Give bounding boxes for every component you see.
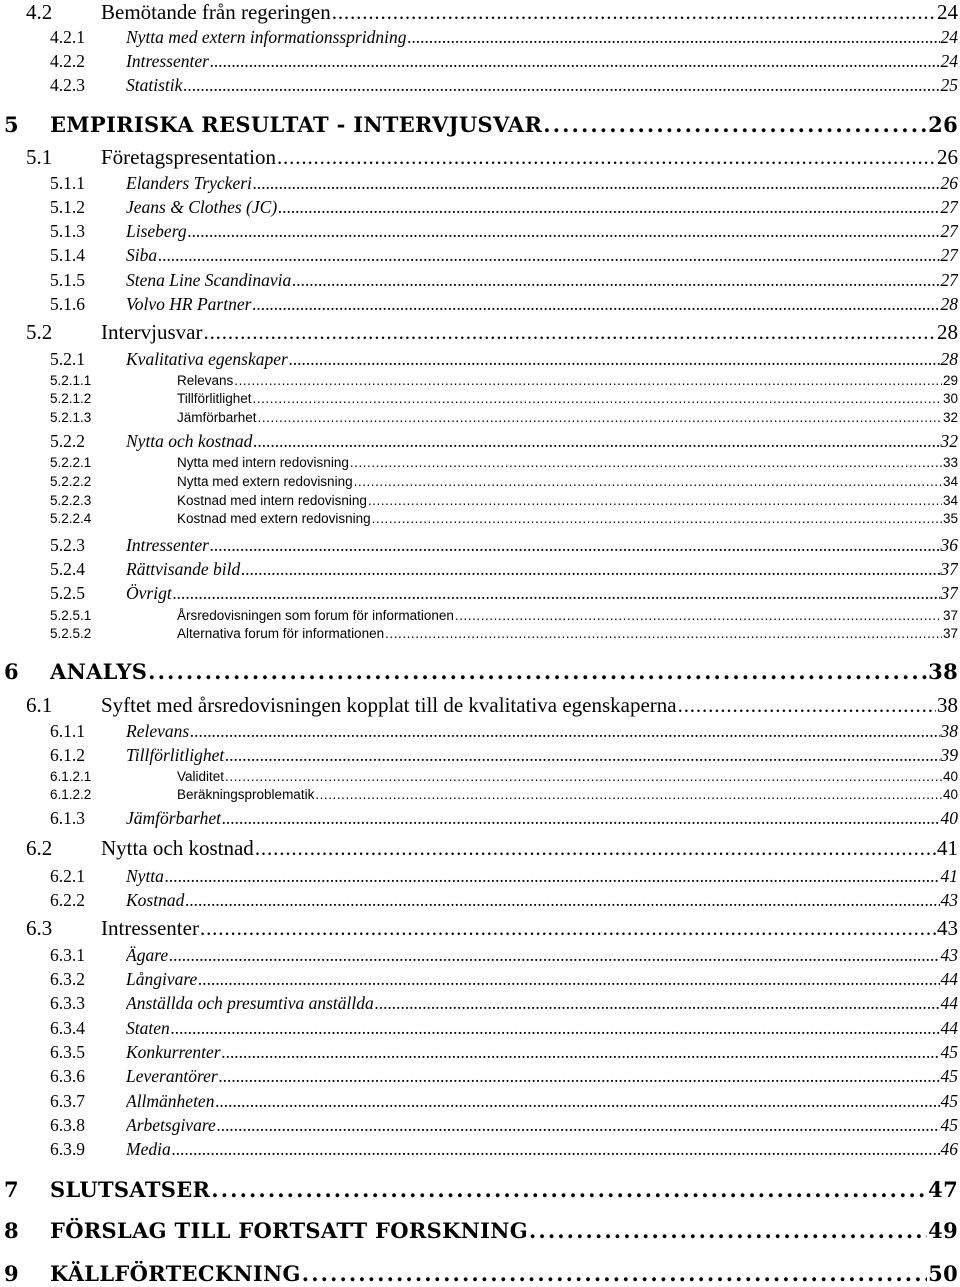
toc-entry[interactable] <box>0 745 960 767</box>
toc-entry-title: Kostnad med extern redovisning <box>177 511 371 526</box>
dot-leader <box>253 431 939 452</box>
toc-entry-page-number: 45 <box>940 1042 958 1062</box>
dot-leader <box>183 75 939 96</box>
toc-entry-number: 5.1.4 <box>50 245 85 265</box>
toc-entry-page-number: 32 <box>942 410 958 425</box>
toc-entry[interactable] <box>0 112 960 138</box>
toc-entry-page-number: 44 <box>940 1018 958 1038</box>
toc-entry[interactable] <box>0 808 960 830</box>
toc-entry-page-number: 38 <box>937 693 958 717</box>
toc-entry-number: 4.2.1 <box>50 27 85 47</box>
toc-entry-page-number: 37 <box>942 608 958 623</box>
toc-entry-page-number: 35 <box>942 511 958 526</box>
toc-entry[interactable] <box>0 145 960 171</box>
toc-entry-title: SLUTSATSER <box>50 1177 211 1202</box>
toc-entry-number: 6.3.8 <box>50 1115 85 1135</box>
toc-entry-page-number: 34 <box>942 493 958 508</box>
toc-entry-title: Elanders Tryckeri <box>126 173 252 193</box>
toc-entry-title: Jeans & Clothes (JC) <box>126 197 278 217</box>
toc-entry-title: Arbetsgivare <box>126 1115 216 1135</box>
toc-entry-title: Nytta och kostnad <box>101 836 254 860</box>
dot-leader <box>173 583 940 604</box>
toc-entry-title: KÄLLFÖRTECKNING <box>50 1261 301 1286</box>
toc-entry-number: 5.2.1.3 <box>50 410 92 425</box>
toc-entry[interactable] <box>0 1018 960 1040</box>
dot-leader <box>172 1139 940 1160</box>
toc-entry-number: 5.2.1.2 <box>50 391 92 406</box>
toc-entry-page-number: 40 <box>940 808 958 828</box>
toc-entry[interactable] <box>0 769 960 786</box>
toc-entry-page-number: 38 <box>940 721 958 741</box>
toc-entry-page-number: 26 <box>940 173 958 193</box>
toc-entry-number: 9 <box>4 1261 19 1286</box>
dot-leader <box>198 969 939 990</box>
toc-entry-title: Nytta med intern redovisning <box>177 455 349 470</box>
toc-entry-number: 6.3.2 <box>50 969 85 989</box>
toc-entry-title: Relevans <box>177 373 234 388</box>
toc-entry-number: 6.1.2 <box>50 745 85 765</box>
toc-entry-number: 5.2.4 <box>50 559 85 579</box>
toc-entry[interactable] <box>0 659 960 685</box>
toc-entry[interactable] <box>0 474 960 491</box>
toc-entry[interactable] <box>0 391 960 408</box>
toc-entry-number: 5.2.5.1 <box>50 608 92 623</box>
toc-entry-title: Jämförbarhet <box>177 410 257 425</box>
toc-entry[interactable] <box>0 787 960 804</box>
toc-entry[interactable] <box>0 1091 960 1113</box>
toc-entry-title: Rättvisande bild <box>126 559 241 579</box>
toc-entry-page-number: 27 <box>940 245 958 265</box>
toc-entry-page-number: 44 <box>940 969 958 989</box>
dot-leader <box>217 1115 940 1136</box>
toc-entry[interactable] <box>0 51 960 73</box>
toc-entry-page-number: 32 <box>940 431 958 451</box>
toc-entry-page-number: 46 <box>940 1139 958 1159</box>
toc-entry-title: Allmänheten <box>126 1091 215 1111</box>
toc-entry-number: 5.2.2 <box>50 431 85 451</box>
toc-entry-title: Statistik <box>126 75 183 95</box>
toc-entry-number: 5.2.2.3 <box>50 493 92 508</box>
dot-leader <box>678 693 936 718</box>
toc-entry-number: 5.1 <box>26 145 53 169</box>
toc-entry-page-number: 39 <box>940 745 958 765</box>
toc-entry-number: 5.2.1 <box>50 349 85 369</box>
toc-entry-page-number: 25 <box>940 75 958 95</box>
toc-entry-title: Liseberg <box>126 221 187 241</box>
toc-entry-page-number: 37 <box>940 559 958 579</box>
toc-entry[interactable] <box>0 559 960 581</box>
toc-entry[interactable] <box>0 373 960 390</box>
toc-entry-number: 5.1.2 <box>50 197 85 217</box>
toc-entry-page-number: 24 <box>937 0 958 24</box>
toc-entry-page-number: 26 <box>928 112 958 137</box>
toc-entry-title: Kostnad <box>126 890 185 910</box>
toc-entry-page-number: 40 <box>942 769 958 784</box>
toc-entry-title: Beräkningsproblematik <box>177 787 315 802</box>
toc-entry-title: Intressenter <box>126 51 209 71</box>
toc-entry-page-number: 34 <box>942 474 958 489</box>
toc-entry-title: Jämförbarhet <box>126 808 221 828</box>
toc-entry-number: 4.2 <box>26 0 53 24</box>
toc-entry-page-number: 27 <box>940 270 958 290</box>
toc-entry-number: 6.1.2.1 <box>50 769 92 784</box>
dot-leader <box>215 1091 939 1112</box>
toc-entry-number: 8 <box>4 1218 19 1243</box>
toc-entry-title: Nytta med extern informationsspridning <box>126 27 407 47</box>
dot-leader <box>289 349 940 370</box>
toc-entry-title: Nytta <box>126 866 164 886</box>
toc-entry-number: 5.2.5.2 <box>50 626 92 641</box>
dot-leader <box>190 721 939 742</box>
toc-entry-number: 6.2.1 <box>50 866 85 886</box>
toc-entry[interactable] <box>0 221 960 243</box>
toc-entry-title: Leverantörer <box>126 1066 218 1086</box>
dot-leader <box>225 745 939 766</box>
toc-entry-title: Tillförlitlighet <box>126 745 225 765</box>
toc-entry-page-number: 44 <box>940 993 958 1013</box>
toc-entry-title: Volvo HR Partner <box>126 294 252 314</box>
dot-leader <box>210 535 940 556</box>
toc-entry[interactable] <box>0 75 960 97</box>
toc-entry[interactable] <box>0 583 960 605</box>
toc-entry-page-number: 28 <box>940 294 958 314</box>
toc-entry[interactable] <box>0 993 960 1015</box>
toc-entry-number: 6.3 <box>26 916 53 940</box>
toc-entry[interactable] <box>0 693 960 719</box>
toc-entry-page-number: 45 <box>940 1115 958 1135</box>
toc-entry[interactable] <box>0 608 960 625</box>
toc-entry-title: Anställda och presumtiva anställda <box>126 993 374 1013</box>
toc-entry-page-number: 29 <box>942 373 958 388</box>
toc-entry[interactable] <box>0 0 960 26</box>
dot-leader <box>222 1042 940 1063</box>
toc-entry[interactable] <box>0 320 960 346</box>
dot-leader <box>148 659 927 684</box>
toc-entry-title: Bemötande från regeringen <box>101 0 331 24</box>
dot-leader <box>211 1177 927 1202</box>
dot-leader <box>165 866 940 887</box>
toc-entry-number: 5.2.2.4 <box>50 511 92 526</box>
toc-entry-number: 6.3.6 <box>50 1066 85 1086</box>
toc-entry[interactable] <box>0 626 960 643</box>
dot-leader <box>185 890 939 911</box>
toc-entry[interactable] <box>0 916 960 942</box>
toc-entry-number: 6.3.9 <box>50 1139 85 1159</box>
dot-leader <box>222 808 940 829</box>
toc-entry-page-number: 37 <box>942 626 958 641</box>
toc-entry[interactable] <box>0 1066 960 1088</box>
toc-entry-number: 6.1.2.2 <box>50 787 92 802</box>
toc-entry-number: 6 <box>4 659 19 684</box>
dot-leader <box>302 1261 927 1286</box>
toc-entry-page-number: 27 <box>940 197 958 217</box>
dot-leader <box>258 410 942 425</box>
dot-leader <box>277 145 936 170</box>
toc-entry[interactable] <box>0 1218 960 1244</box>
toc-entry-number: 6.3.3 <box>50 993 85 1013</box>
toc-entry-title: FÖRSLAG TILL FORTSATT FORSKNING <box>50 1218 528 1243</box>
toc-entry-number: 6.1 <box>26 693 53 717</box>
dot-leader <box>241 559 939 580</box>
toc-entry-number: 6.2 <box>26 836 53 860</box>
dot-leader <box>169 945 939 966</box>
toc-entry-number: 7 <box>4 1177 19 1202</box>
toc-entry-page-number: 28 <box>940 349 958 369</box>
dot-leader <box>332 0 936 25</box>
toc-entry-title: Kostnad med intern redovisning <box>177 493 367 508</box>
toc-entry-title: Långivare <box>126 969 198 989</box>
toc-entry[interactable] <box>0 969 960 991</box>
toc-entry-page-number: 43 <box>940 945 958 965</box>
toc-entry-title: Tillförlitlighet <box>177 391 252 406</box>
toc-entry-number: 5 <box>4 112 19 137</box>
toc-entry[interactable] <box>0 1139 960 1161</box>
toc-entry[interactable] <box>0 431 960 453</box>
toc-entry-number: 5.2.1.1 <box>50 373 92 388</box>
toc-entry[interactable] <box>0 410 960 427</box>
toc-entry[interactable] <box>0 455 960 472</box>
toc-entry-page-number: 43 <box>940 890 958 910</box>
toc-entry-page-number: 24 <box>940 51 958 71</box>
toc-entry-number: 6.3.5 <box>50 1042 85 1062</box>
toc-entry-title: Media <box>126 1139 171 1159</box>
dot-leader <box>407 27 939 48</box>
dot-leader <box>455 608 942 623</box>
toc-entry-page-number: 27 <box>940 221 958 241</box>
toc-entry[interactable] <box>0 245 960 267</box>
dot-leader <box>529 1218 927 1243</box>
toc-entry-number: 6.1.1 <box>50 721 85 741</box>
toc-entry-page-number: 41 <box>940 866 958 886</box>
toc-entry-number: 6.3.1 <box>50 945 85 965</box>
toc-entry-number: 6.2.2 <box>50 890 85 910</box>
toc-entry-title: Intervjusvar <box>101 320 203 344</box>
toc-entry[interactable] <box>0 1115 960 1137</box>
toc-entry-page-number: 41 <box>937 836 958 860</box>
dot-leader <box>203 320 936 345</box>
toc-entry-number: 4.2.2 <box>50 51 85 71</box>
dot-leader <box>200 916 936 941</box>
toc-entry-number: 5.2.5 <box>50 583 85 603</box>
dot-leader <box>385 626 942 641</box>
toc-entry-title: Siba <box>126 245 158 265</box>
toc-entry[interactable] <box>0 890 960 912</box>
toc-entry[interactable] <box>0 836 960 862</box>
toc-entry-page-number: 47 <box>928 1177 958 1202</box>
toc-entry-title: Övrigt <box>126 583 172 603</box>
toc-entry-title: EMPIRISKA RESULTAT - INTERVJUSVAR <box>50 112 543 137</box>
toc-entry-title: Kvalitativa egenskaper <box>126 349 288 369</box>
toc-entry-number: 4.2.3 <box>50 75 85 95</box>
dot-leader <box>372 511 942 526</box>
toc-entry-title: Årsredovisningen som forum för informationen <box>177 608 454 623</box>
toc-entry-page-number: 24 <box>940 27 958 47</box>
toc-entry[interactable] <box>0 173 960 195</box>
toc-entry-number: 6.3.4 <box>50 1018 85 1038</box>
toc-entry-title: Ägare <box>126 945 169 965</box>
toc-entry-page-number: 37 <box>940 583 958 603</box>
toc-entry-number: 5.2 <box>26 320 53 344</box>
dot-leader <box>219 1066 940 1087</box>
toc-entry[interactable] <box>0 945 960 967</box>
toc-entry-title: Nytta och kostnad <box>126 431 253 451</box>
toc-entry-number: 5.1.3 <box>50 221 85 241</box>
toc-entry-page-number: 38 <box>928 659 958 684</box>
toc-entry-title: Validitet <box>177 769 225 784</box>
toc-entry-number: 5.2.2.2 <box>50 474 92 489</box>
toc-entry-number: 5.1.5 <box>50 270 85 290</box>
toc-entry[interactable] <box>0 270 960 292</box>
dot-leader <box>188 221 940 242</box>
toc-entry[interactable] <box>0 493 960 510</box>
toc-entry-number: 6.3.7 <box>50 1091 85 1111</box>
toc-entry-title: Relevans <box>126 721 190 741</box>
toc-entry[interactable] <box>0 721 960 743</box>
toc-entry-title: Nytta med extern redovisning <box>177 474 353 489</box>
toc-entry[interactable] <box>0 1042 960 1064</box>
toc-entry[interactable] <box>0 27 960 49</box>
dot-leader <box>253 391 942 406</box>
toc-entry-title: Alternativa forum för informationen <box>177 626 385 641</box>
toc-entry-title: ANALYS <box>50 659 148 684</box>
toc-entry-number: 5.1.1 <box>50 173 85 193</box>
toc-entry-page-number: 33 <box>942 455 958 470</box>
toc-entry[interactable] <box>0 1177 960 1203</box>
dot-leader <box>234 373 942 388</box>
toc-entry-title: Syftet med årsredovisningen kopplat till de kvalitativa egenskaperna <box>101 693 677 717</box>
dot-leader <box>255 836 936 861</box>
toc-entry-page-number: 26 <box>937 145 958 169</box>
dot-leader <box>171 1018 940 1039</box>
toc-entry-title: Företagspresentation <box>101 145 276 169</box>
toc-entry[interactable] <box>0 511 960 528</box>
dot-leader <box>292 270 939 291</box>
dot-leader <box>253 173 940 194</box>
dot-leader <box>350 455 942 470</box>
dot-leader <box>252 294 939 315</box>
toc-entry-page-number: 40 <box>942 787 958 802</box>
toc-entry-page-number: 36 <box>940 535 958 555</box>
toc-entry[interactable] <box>0 294 960 316</box>
toc-entry-number: 5.1.6 <box>50 294 85 314</box>
toc-entry[interactable] <box>0 535 960 557</box>
toc-entry-title: Staten <box>126 1018 170 1038</box>
dot-leader <box>354 474 942 489</box>
toc-entry-page-number: 45 <box>940 1091 958 1111</box>
toc-entry-number: 5.2.2.1 <box>50 455 92 470</box>
toc-entry-page-number: 43 <box>937 916 958 940</box>
dot-leader <box>210 51 940 72</box>
dot-leader <box>158 245 939 266</box>
toc-entry-page-number: 49 <box>928 1218 958 1243</box>
dot-leader <box>375 993 940 1014</box>
toc-entry[interactable] <box>0 1261 960 1287</box>
toc-entry-page-number: 30 <box>942 391 958 406</box>
toc-entry-title: Intressenter <box>126 535 209 555</box>
dot-leader <box>315 787 942 802</box>
dot-leader <box>368 493 942 508</box>
toc-entry[interactable] <box>0 197 960 219</box>
dot-leader <box>543 112 927 137</box>
toc-entry-number: 6.1.3 <box>50 808 85 828</box>
toc-entry-number: 5.2.3 <box>50 535 85 555</box>
toc-entry-page-number: 50 <box>928 1261 958 1286</box>
toc-entry-page-number: 28 <box>937 320 958 344</box>
toc-entry-page-number: 45 <box>940 1066 958 1086</box>
toc-entry-title: Intressenter <box>101 916 199 940</box>
toc-entry-title: Konkurrenter <box>126 1042 221 1062</box>
dot-leader <box>278 197 939 218</box>
toc-entry-title: Stena Line Scandinavia <box>126 270 292 290</box>
toc-entry[interactable] <box>0 349 960 371</box>
dot-leader <box>225 769 942 784</box>
toc-entry[interactable] <box>0 866 960 888</box>
